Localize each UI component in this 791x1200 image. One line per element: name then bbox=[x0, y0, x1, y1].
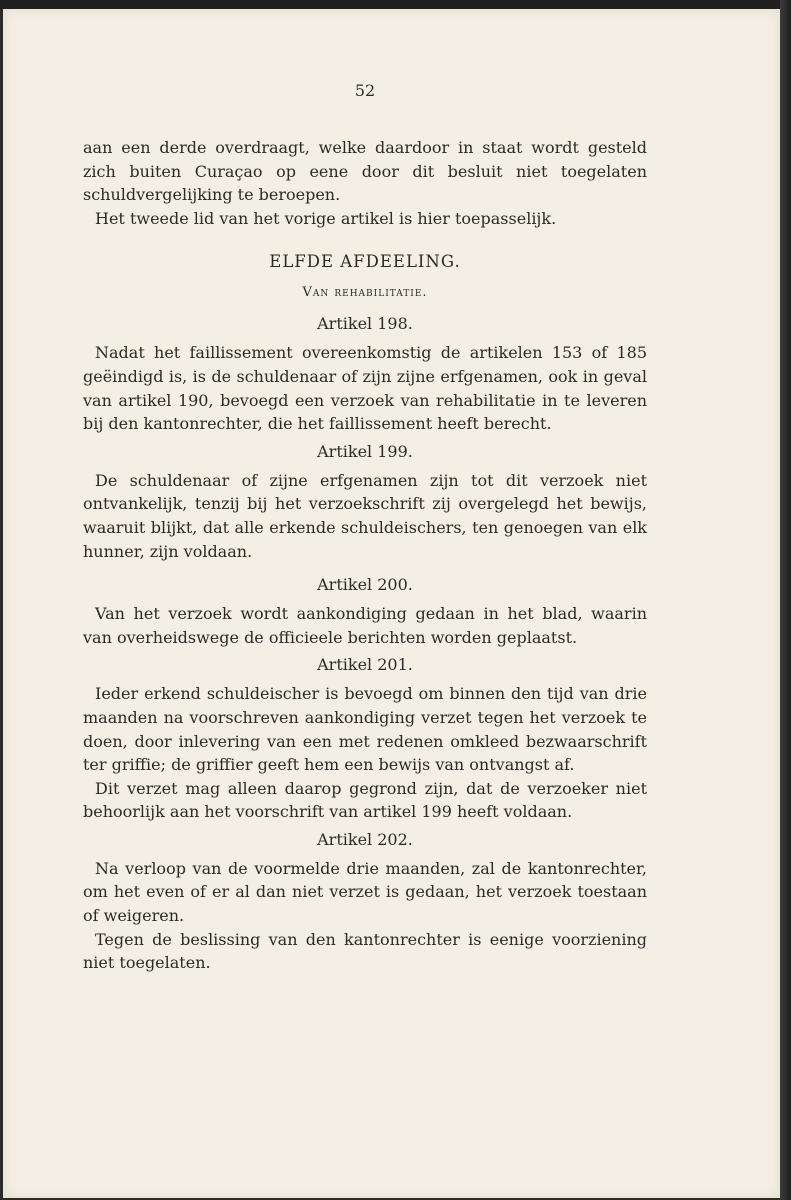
article-198-paragraph-1: Nadat het faillissement overeenkomstig de artikelen 153 of 185 geëindigd is, is de schuldenaar of zijn zijne erfgenamen, ook in geval van artikel 190, bevoegd een verzoek van rehabilitatie in te leveren bij den kantonrechter, die het faillissement heeft berecht. bbox=[83, 343, 647, 434]
page-number: 52 bbox=[354, 81, 376, 100]
page-content bbox=[83, 81, 647, 975]
intro-paragraph-2: Het tweede lid van het vorige artikel is hier toepasselijk. bbox=[95, 208, 557, 228]
article-heading-202: Artikel 202. bbox=[317, 829, 413, 849]
section-subtitle: Van rehabilitatie. bbox=[302, 285, 428, 301]
article-199-paragraph-1: De schuldenaar of zijne erfgenamen zijn tot dit verzoek niet ontvankelijk, tenzij bij het verzoekschrift zij overgelegd het bewijs, waaruit blijkt, dat alle erkende schuldeischers, ten genoegen van elk hunner, zijn voldaan. bbox=[83, 470, 647, 561]
article-202-paragraph-1: Na verloop van de voormelde drie maanden, zal de kantonrechter, om het even of er al dan niet verzet is gedaan, het verzoek toestaan of weigeren. bbox=[83, 858, 647, 926]
scan-border-right bbox=[780, 0, 791, 1200]
book-page bbox=[3, 9, 780, 1198]
article-200-paragraph-1: Van het verzoek wordt aankondiging gedaan in het blad, waarin van overheidswege de officieele berichten worden geplaatst. bbox=[83, 604, 647, 647]
article-202-paragraph-2: Tegen de beslissing van den kantonrechter is eenige voorziening niet toegelaten. bbox=[83, 929, 647, 973]
article-heading-200: Artikel 200. bbox=[317, 575, 413, 595]
article-201-paragraph-2: Dit verzet mag alleen daarop gegrond zijn, dat de verzoeker niet behoorlijk aan het voorschrift van artikel 199 heeft voldaan. bbox=[83, 778, 647, 822]
scan-border-top bbox=[0, 0, 791, 9]
article-heading-198: Artikel 198. bbox=[317, 314, 413, 334]
section-title: ELFDE AFDEELING. bbox=[269, 252, 461, 272]
intro-paragraph-1: aan een derde overdraagt, welke daardoor in staat wordt gesteld zich buiten Curaçao op eene door dit besluit niet toegelaten schuldvergelijking te beroepen. bbox=[83, 138, 647, 205]
article-heading-201: Artikel 201. bbox=[317, 655, 413, 675]
article-heading-199: Artikel 199. bbox=[317, 441, 413, 461]
article-201-paragraph-1: Ieder erkend schuldeischer is bevoegd om binnen den tijd van drie maanden na voorschreven aankondiging verzet tegen het verzoek te doen, door inlevering van een met redenen omkleed bezwaarschrift ter griffie; de griffier geeft hem een bewijs van ontvangst af. bbox=[83, 684, 647, 775]
